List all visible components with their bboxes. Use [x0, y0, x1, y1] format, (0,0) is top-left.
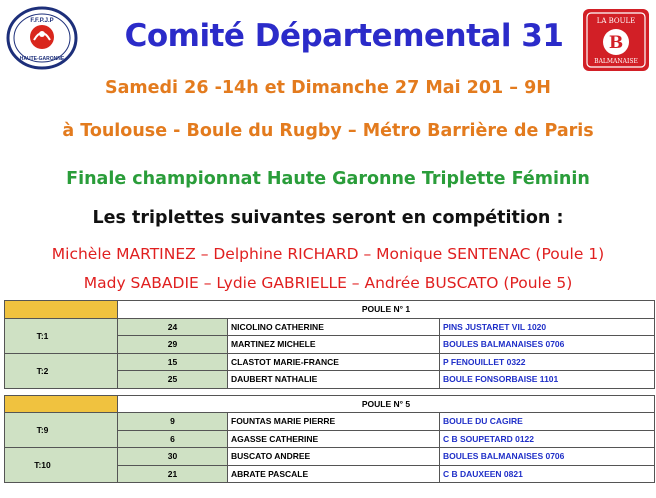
player-club: C B DAUXEEN 0821	[440, 465, 655, 483]
poule-title: POULE N° 1	[118, 301, 655, 319]
player-club: BOULE FONSORBAISE 1101	[440, 371, 655, 389]
player-number: 25	[118, 371, 228, 389]
table-row	[5, 318, 655, 336]
player-name: MARTINEZ MICHELE	[228, 336, 440, 354]
player-club: PINS JUSTARET VIL 1020	[440, 318, 655, 336]
poule-title: POULE N° 5	[118, 395, 655, 413]
poule-header-marker	[5, 301, 118, 319]
poule-header-marker	[5, 395, 118, 413]
draw-table	[4, 300, 655, 483]
player-number: 9	[118, 413, 228, 431]
logo-left-top-text: F.F.P.J.P	[30, 18, 54, 24]
player-name: AGASSE CATHERINE	[228, 430, 440, 448]
team-number: T:2	[5, 353, 118, 388]
team-number: T:10	[5, 448, 118, 483]
table-row	[5, 353, 655, 371]
player-number: 29	[118, 336, 228, 354]
team1-line: Michèle MARTINEZ – Delphine RICHARD – Monique SENTENAC (Poule 1)	[51, 245, 605, 263]
logo-left-bottom-text: HAUTE-GARONNE	[19, 56, 65, 62]
player-club: BOULES BALMANAISES 0706	[440, 336, 655, 354]
player-name: BUSCATO ANDREE	[228, 448, 440, 466]
team2-line: Mady SABADIE – Lydie GABRIELLE – Andrée BUSCATO (Poule 5)	[83, 274, 573, 292]
logo-right-bottom-text: BALMANAISE	[594, 58, 638, 65]
player-club: BOULE DU CAGIRE	[440, 413, 655, 431]
player-club: C B SOUPETARD 0122	[440, 430, 655, 448]
player-club: P FENOUILLET 0322	[440, 353, 655, 371]
player-number: 24	[118, 318, 228, 336]
page-title: Comité Départemental 31	[124, 18, 564, 54]
poule-header-row	[5, 395, 655, 413]
player-number: 21	[118, 465, 228, 483]
player-number: 15	[118, 353, 228, 371]
logo-right-mark: B	[608, 33, 624, 53]
player-name: CLASTOT MARIE-FRANCE	[228, 353, 440, 371]
player-name: DAUBERT NATHALIE	[228, 371, 440, 389]
poule-header-row	[5, 301, 655, 319]
date-line: Samedi 26 -14h et Dimanche 27 Mai 201 – 9H	[105, 78, 551, 98]
player-name: NICOLINO CATHERINE	[228, 318, 440, 336]
table-row	[5, 448, 655, 466]
competition-line: Finale championnat Haute Garonne Triplette Féminin	[66, 169, 590, 189]
player-number: 30	[118, 448, 228, 466]
player-name: ABRATE PASCALE	[228, 465, 440, 483]
spacer-row	[5, 388, 655, 395]
team-number: T:1	[5, 318, 118, 353]
subtitle: Les triplettes suivantes seront en compétition :	[92, 208, 564, 228]
logo-right-top-text: LA BOULE	[596, 17, 636, 25]
place-line: à Toulouse - Boule du Rugby – Métro Barrière de Paris	[62, 121, 594, 141]
table-row	[5, 413, 655, 431]
player-club: BOULES BALMANAISES 0706	[440, 448, 655, 466]
player-number: 6	[118, 430, 228, 448]
player-name: FOUNTAS MARIE PIERRE	[228, 413, 440, 431]
team-number: T:9	[5, 413, 118, 448]
